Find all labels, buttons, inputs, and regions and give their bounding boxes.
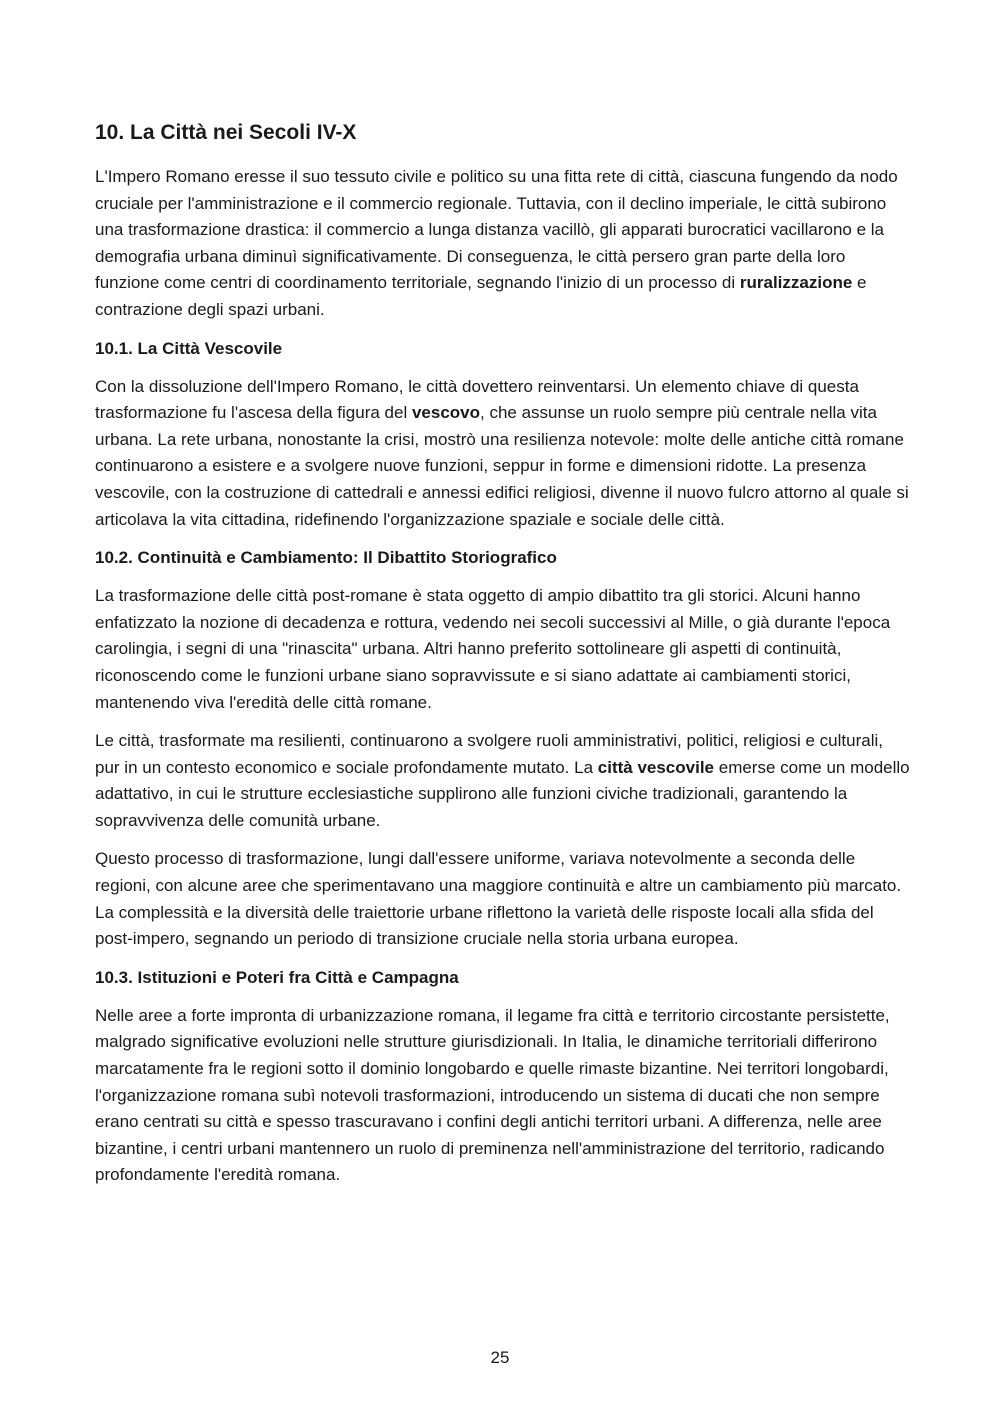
section-10-2-paragraph-2 [95, 728, 910, 834]
section-10-2-text-end: emerse come un modello adattativo, in cui le strutture ecclesiastiche supplirono alle funzioni civiche tradizionali, garantendo la sopravvivenza delle comunità urbane. [95, 757, 910, 830]
chapter-intro-paragraph [95, 164, 910, 324]
section-10-1-text-start: Con la dissoluzione dell'Impero Romano, le città dovettero reinventarsi. Un elemento chiave di questa trasformazione fu l'ascesa della figura del [95, 376, 859, 423]
section-title-10-3: 10.3. Istituzioni e Poteri fra Città e Campagna [95, 967, 459, 987]
intro-text-start: L'Impero Romano eresse il suo tessuto civile e politico su una fitta rete di città, ciascuna fungendo da nodo cruciale per l'amministrazione e il commercio regionale. Tuttavia, con il declino imperiale, le città subirono una trasformazione drastica: il commercio a lunga distanza vacillò, gli apparati burocratici vacillarono e la demografia urbana diminuì significativamente. Di conseguenza, le città persero gran parte della loro funzione come centri di coordinamento territoriale, segnando l'inizio di un processo di [95, 167, 898, 293]
section-10-3-paragraph: Nelle aree a forte impronta di urbanizzazione romana, il legame fra città e territorio circostante persistette, malgrado significative evoluzioni nelle strutture giurisdizionali. In Italia, le dinamiche territoriali differirono marcatamente fra le regioni sotto il dominio longobardo e quelle rimaste bizantine. Nei territori longobardi, l'organizzazione romana subì notevoli trasformazioni, introducendo un sistema di ducati che non sempre erano centrati su città e spesso trascuravano i confini degli antichi territori urbani. A differenza, nelle aree bizantine, i centri urbani mantennero un ruolo di preminenza nell'amministrazione del territorio, radicando profondamente l'eredità romana. [95, 1005, 890, 1185]
section-10-2-paragraph-1: La trasformazione delle città post-romane è stata oggetto di ampio dibattito tra gli storici. Alcuni hanno enfatizzato la nozione di decadenza e rottura, vedendo nei secoli successivi al Mille, o già durante l'epoca carolingia, i segni di una "rinascita" urbana. Altri hanno preferito sottolineare gli aspetti di continuità, riconoscendo come le funzioni urbane siano sopravvissute e si siano adattate ai cambiamenti storici, mantenendo viva l'eredità delle città romane. [95, 586, 891, 712]
chapter-title: 10. La Città nei Secoli IV-X [95, 121, 357, 144]
section-10-1-text-end: , che assunse un ruolo sempre più centrale nella vita urbana. La rete urbana, nonostante la crisi, mostrò una resilienza notevole: molte delle antiche città romane continuarono a esistere e a svolgere nuove funzioni, seppur in forme e dimensioni ridotte. La presenza vescovile, con la costruzione di cattedrali e annessi edifici religiosi, divenne il nuovo fulcro attorno al quale si articolava la vita cittadina, ridefinendo l'organizzazione spaziale e sociale delle città. [95, 403, 909, 529]
section-title-10-2: 10.2. Continuità e Cambiamento: Il Dibattito Storiografico [95, 548, 557, 568]
section-10-1-paragraph [95, 374, 910, 534]
document-page [95, 118, 910, 1201]
section-10-1-bold-term: vescovo [411, 403, 481, 423]
section-title-10-1: 10.1. La Città Vescovile [95, 338, 283, 358]
intro-bold-term: ruralizzazione [739, 273, 853, 293]
section-10-2-paragraph-3: Questo processo di trasformazione, lungi dall'essere uniforme, variava notevolmente a seconda delle regioni, con alcune aree che sperimentavano una maggiore continuità e altre un cambiamento più marcato. La complessità e la diversità delle traiettorie urbane riflettono la varietà delle risposte locali alla sfida del post-impero, segnando un periodo di transizione cruciale nella storia urbana europea. [95, 849, 902, 949]
page-number: 25 [490, 1348, 510, 1367]
intro-text-end: e contrazione degli spazi urbani. [95, 273, 867, 319]
section-10-2-bold-term: città vescovile [597, 757, 715, 777]
section-10-2-text-start: Le città, trasformate ma resilienti, continuarono a svolgere ruoli amministrativi, politici, religiosi e culturali, pur in un contesto economico e sociale profondamente mutato. La [95, 731, 883, 777]
